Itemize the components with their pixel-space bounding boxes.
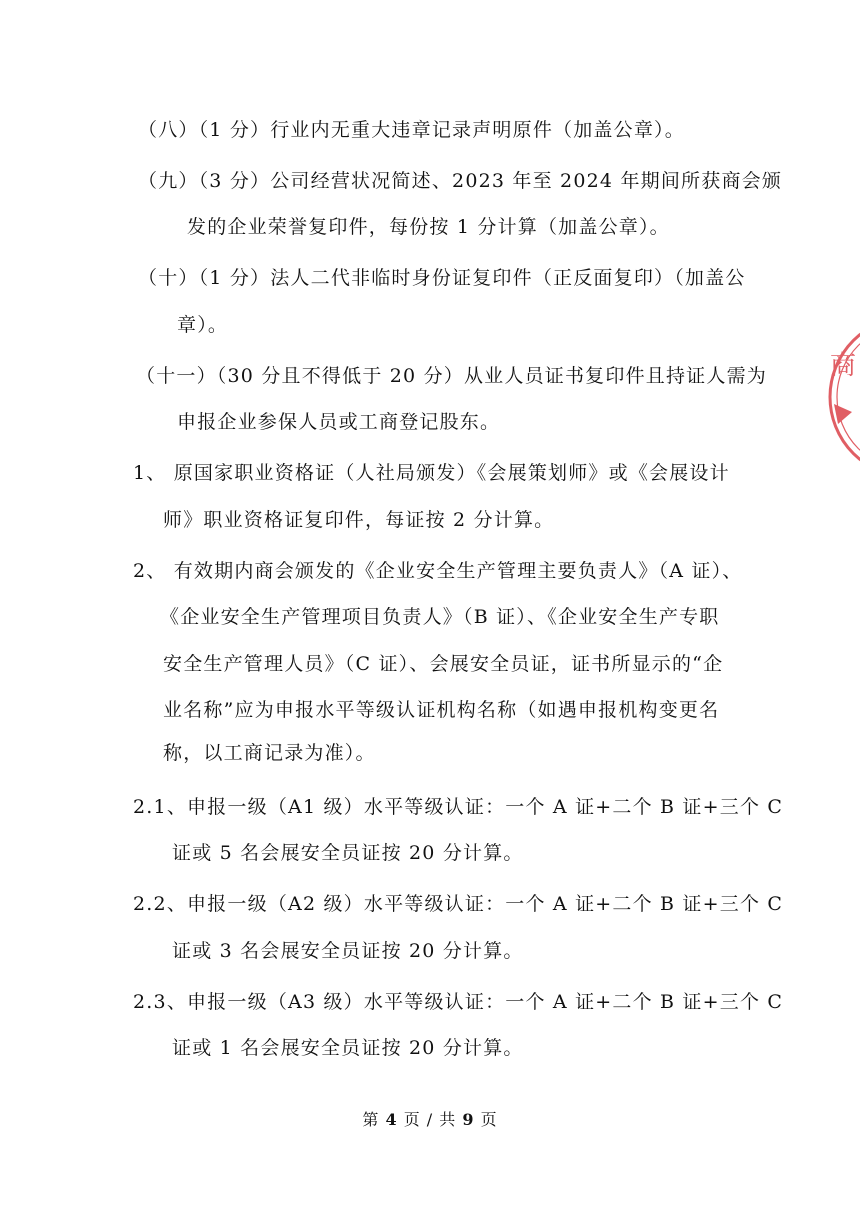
footer-mid: 页 / 共: [403, 1110, 457, 1129]
text-line: 师》职业资格证复印件，每证按 2 分计算。: [163, 509, 555, 531]
footer-total-pages: 9: [462, 1110, 475, 1129]
text-line: 申报企业参保人员或工商登记股东。: [177, 411, 501, 433]
text-line: 安全生产管理人员》（C 证）、会展安全员证，证书所显示的“企: [163, 653, 724, 675]
footer-suffix: 页: [480, 1110, 498, 1129]
text-line: 2.2、申报一级（A2 级）水平等级认证：一个 A 证+二个 B 证+三个 C: [133, 893, 784, 915]
svg-text:商: 商: [830, 351, 857, 381]
text-line: （十）（1 分）法人二代非临时身份证复印件（正反面复印）（加盖公: [138, 267, 746, 289]
text-line: （九）（3 分）公司经营状况简述、2023 年至 2024 年期间所获商会颁: [138, 170, 783, 192]
text-line: （十一）（30 分且不得低于 20 分）从业人员证书复印件且持证人需为: [136, 365, 767, 387]
text-line: 2、 有效期内商会颁发的《企业安全生产管理主要负责人》（A 证）、: [133, 560, 743, 582]
text-line: 业名称”应为申报水平等级认证机构名称（如遇申报机构变更名: [163, 699, 720, 721]
footer-prefix: 第: [362, 1110, 380, 1129]
text-line: 《企业安全生产管理项目负责人》（B 证）、《企业安全生产专职: [160, 606, 720, 628]
text-line: 证或 3 名会展安全员证按 20 分计算。: [172, 940, 524, 962]
text-line: 2.3、申报一级（A3 级）水平等级认证：一个 A 证+二个 B 证+三个 C: [133, 991, 784, 1013]
seal-stamp-icon: [822, 312, 860, 482]
text-line: 证或 5 名会展安全员证按 20 分计算。: [172, 842, 524, 864]
page-footer: [0, 1107, 860, 1130]
text-line: 2.1、申报一级（A1 级）水平等级认证：一个 A 证+二个 B 证+三个 C: [133, 796, 784, 818]
text-line: 称，以工商记录为准）。: [163, 742, 376, 764]
text-line: 证或 1 名会展安全员证按 20 分计算。: [172, 1037, 524, 1059]
text-line: 章）。: [177, 314, 229, 336]
text-line: 1、 原国家职业资格证（人社局颁发）《会展策划师》或《会展设计: [133, 462, 730, 484]
text-line: （八）（1 分）行业内无重大违章记录声明原件（加盖公章）。: [138, 119, 685, 141]
text-line: 发的企业荣誉复印件，每份按 1 分计算（加盖公章）。: [187, 216, 670, 238]
footer-page-number: 4: [385, 1110, 398, 1129]
